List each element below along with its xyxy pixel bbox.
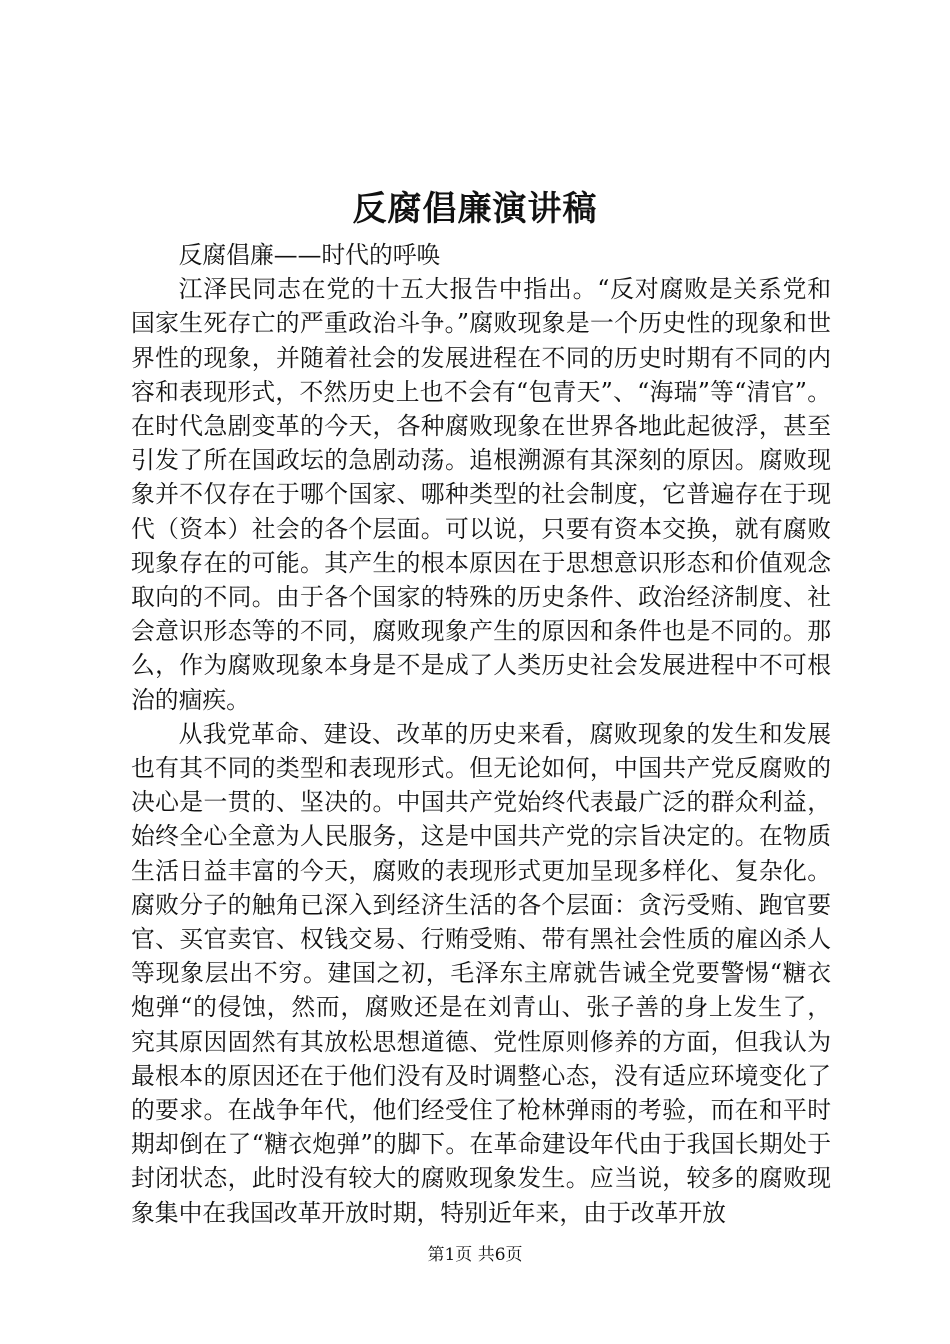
document-title: 反腐倡廉演讲稿: [352, 189, 598, 229]
page-number-footer: 第1页 共6页: [427, 1245, 523, 1265]
paragraph-1: 江泽民同志在党的十五大报告中指出。“反对腐败是关系党和国家生死存亡的严重政治斗争。”腐败现象是一个历史性的现象和世界性的现象，并随着社会的发展进程在不同的历史时期有不同的内容和表现形式，不然历史上也不会有“包青天”、“海瑞”等“清官”。在时代急剧变革的今天，各种腐败现象在世界各地此起彼浮，甚至引发了所在国政坛的急剧动荡。追根溯源有其深刻的原因。腐败现象并不仅存在于哪个国家、哪种类型的社会制度，它普遍存在于现代（资本）社会的各个层面。可以说，只要有资本交换，就有腐败现象存在的可能。其产生的根本原因在于思想意识形态和价值观念取向的不同。由于各个国家的特殊的历史条件、政治经济制度、社会意识形态等的不同，腐败现象产生的原因和条件也是不同的。那么，作为腐败现象本身是不是成了人类历史社会发展进程中不可根治的痼疾。: [131, 275, 831, 714]
document-body: [131, 238, 831, 1230]
paragraph-2: 从我党革命、建设、改革的历史来看，腐败现象的发生和发展也有其不同的类型和表现形式。但无论如何，中国共产党反腐败的决心是一贯的、坚决的。中国共产党始终代表最广泛的群众利益，始终全心全意为人民服务，这是中国共产党的宗旨决定的。在物质生活日益丰富的今天，腐败的表现形式更加呈现多样化、复杂化。腐败分子的触角已深入到经济生活的各个层面：贪污受贿、跑官要官、买官卖官、权钱交易、行贿受贿、带有黑社会性质的雇凶杀人等现象层出不穷。建国之初，毛泽东主席就告诫全党要警惕“糖衣炮弹“的侵蚀，然而，腐败还是在刘青山、张子善的身上发生了，究其原因固然有其放松思想道德、党性原则修养的方面，但我认为最根本的原因还在于他们没有及时调整心态，没有适应环境变化了的要求。在战争年代，他们经受住了枪林弹雨的考验，而在和平时期却倒在了“糖衣炮弹”的脚下。在革命建设年代由于我国长期处于封闭状态，此时没有较大的腐败现象发生。应当说，较多的腐败现象集中在我国改革开放时期，特别近年来，由于改革开放: [131, 719, 831, 1227]
subtitle: 反腐倡廉——时代的呼唤: [178, 241, 441, 269]
